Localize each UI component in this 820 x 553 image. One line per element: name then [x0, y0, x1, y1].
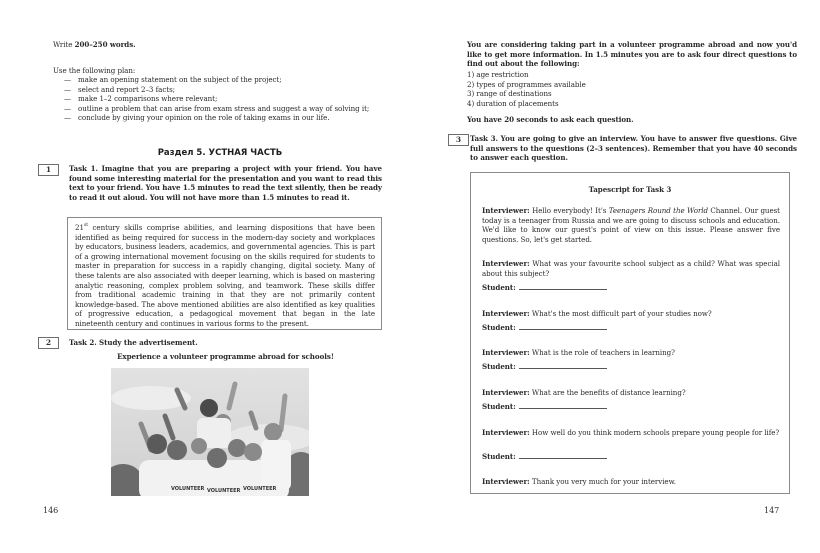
topic-item: 4) duration of placements — [467, 98, 559, 108]
interviewer-question — [482, 348, 780, 358]
interviewer-label: Interviewer: — [482, 348, 530, 357]
advertisement-title: Experience a volunteer programme abroad for schools! — [117, 352, 334, 361]
plan-item: — make 1–2 comparisons where relevant; — [64, 94, 386, 104]
page-number: 146 — [43, 506, 59, 515]
student-label: Student: — [482, 362, 516, 371]
section-title: Раздел 5. УСТНАЯ ЧАСТЬ — [157, 148, 283, 158]
student-answer-line — [482, 283, 780, 293]
interviewer-question — [482, 428, 780, 438]
reading-lead-number: 21 — [75, 223, 84, 232]
task-number-badge: 2 — [38, 337, 59, 349]
task2-instructions: Task 2. Study the advertisement. — [69, 338, 198, 347]
student-label: Student: — [482, 452, 516, 461]
student-label: Student: — [482, 323, 516, 332]
topic-item: 3) range of destinations — [467, 89, 552, 99]
answer-blank — [519, 362, 607, 369]
closing-text: Thank you very much for your interview. — [529, 477, 676, 486]
student-answer-line — [482, 452, 780, 462]
answer-blank — [519, 452, 607, 459]
student-answer-line — [482, 362, 780, 372]
word-count-instruction — [53, 40, 383, 50]
reading-body: century skills comprise abilities, and learning dispositions that have been identified as being required for success in the modern-day society and workplaces by educators, business leaders, academics, and governmental agencies. This is part of a growing international movement focusing on the skills required for students to master in preparation for success in a rapidly changing, digital society. Many of these talents are also associated with deeper learning, which is based on mastering analytic reasoning, complex problem solving, and teamwork. These skills differ from traditional academic training in that they are not primarily content knowledge-based. The above mentioned abilities are also identified as key qualities of progressive education, a pedagogical movement that began in the late nineteenth century and continues in various forms to the present. — [75, 223, 375, 328]
question-text: What is the role of teachers in learning? — [529, 348, 675, 357]
instruction-prefix: Write — [53, 40, 75, 49]
reading-superscript: st — [83, 223, 88, 228]
svg-text:VOLUNTEER: VOLUNTEER — [171, 486, 205, 492]
answer-blank — [519, 323, 607, 330]
volunteers-photo — [111, 368, 309, 496]
interviewer-opening — [482, 206, 780, 244]
channel-name: Teenagers Round the World — [608, 206, 709, 215]
plan-intro: Use the following plan: — [53, 66, 136, 75]
interviewer-question — [482, 309, 780, 319]
student-label: Student: — [482, 283, 516, 292]
topic-item: 2) types of programmes available — [467, 79, 586, 89]
task3-instructions: Task 3. You are going to give an interview. You have to answer five questions. Give full answers to the questions (2–3 sentences). Remember that you have 40 seconds to answer each question. — [470, 134, 797, 163]
interviewer-label: Interviewer: — [482, 309, 530, 318]
answer-blank — [519, 283, 607, 290]
question-text: What are the benefits of distance learning? — [529, 388, 686, 397]
plan-item: — make an opening statement on the subject of the project; — [64, 75, 386, 85]
reading-text-box — [67, 217, 382, 330]
right-page — [410, 0, 820, 553]
tapescript-box — [470, 172, 790, 494]
volunteers-photo-illustration — [111, 368, 309, 496]
opening-text: Channel. Our guest today is a teenager from Russia and we are going to discuss schools and education. We'd like to know our guest's point of view on this issue. Please answer five questions. So, let's get started. — [482, 206, 780, 244]
opening-text: Hello everybody! It's — [529, 206, 609, 215]
page-number: 147 — [764, 506, 780, 515]
plan-item: — select and report 2–3 facts; — [64, 85, 386, 95]
svg-text:VOLUNTEER: VOLUNTEER — [207, 488, 241, 494]
plan-list — [64, 75, 386, 123]
task-number-badge: 1 — [38, 164, 59, 176]
plan-item: — conclude by giving your opinion on the role of taking exams in our life. — [64, 113, 386, 123]
interviewer-label: Interviewer: — [482, 206, 530, 215]
question-text: What's the most difficult part of your studies now? — [529, 309, 712, 318]
task1-instructions: Task 1. Imagine that you are preparing a project with your friend. You have found some interesting material for the presentation and you want to read this text to your friend. You have 1.5 minutes to read the text silently, then be ready to read it out aloud. You will not have more than 1.5 minutes to read it. — [69, 164, 382, 202]
svg-text:VOLUNTEER: VOLUNTEER — [243, 486, 277, 492]
question-text: How well do you think modern schools prepare young people for life? — [529, 428, 780, 437]
interviewer-closing — [482, 477, 780, 487]
interviewer-question — [482, 388, 780, 398]
interviewer-question — [482, 259, 780, 278]
task-number-badge: 3 — [448, 134, 469, 146]
interviewer-label: Interviewer: — [482, 477, 530, 486]
interviewer-label: Interviewer: — [482, 259, 530, 268]
plan-item: — outline a problem that can arise from exam stress and suggest a way of solving it; — [64, 104, 386, 114]
answer-blank — [519, 402, 607, 409]
interviewer-label: Interviewer: — [482, 388, 530, 397]
student-answer-line — [482, 323, 780, 333]
topic-item: 1) age restriction — [467, 70, 529, 79]
tapescript-title: Tapescript for Task 3 — [588, 185, 672, 194]
question-topics-list — [467, 70, 797, 108]
word-count: 200–250 words. — [74, 40, 136, 49]
interviewer-label: Interviewer: — [482, 428, 530, 437]
time-note: You have 20 seconds to ask each question. — [467, 115, 634, 124]
volunteer-task-intro: You are considering taking part in a volunteer programme abroad and now you'd like to get more information. In 1.5 minutes you are to ask four direct questions to find out about the following: — [467, 40, 797, 69]
student-label: Student: — [482, 402, 516, 411]
question-text: What was your favourite school subject as a child? What was special about this subject? — [482, 259, 780, 278]
student-answer-line — [482, 402, 780, 412]
